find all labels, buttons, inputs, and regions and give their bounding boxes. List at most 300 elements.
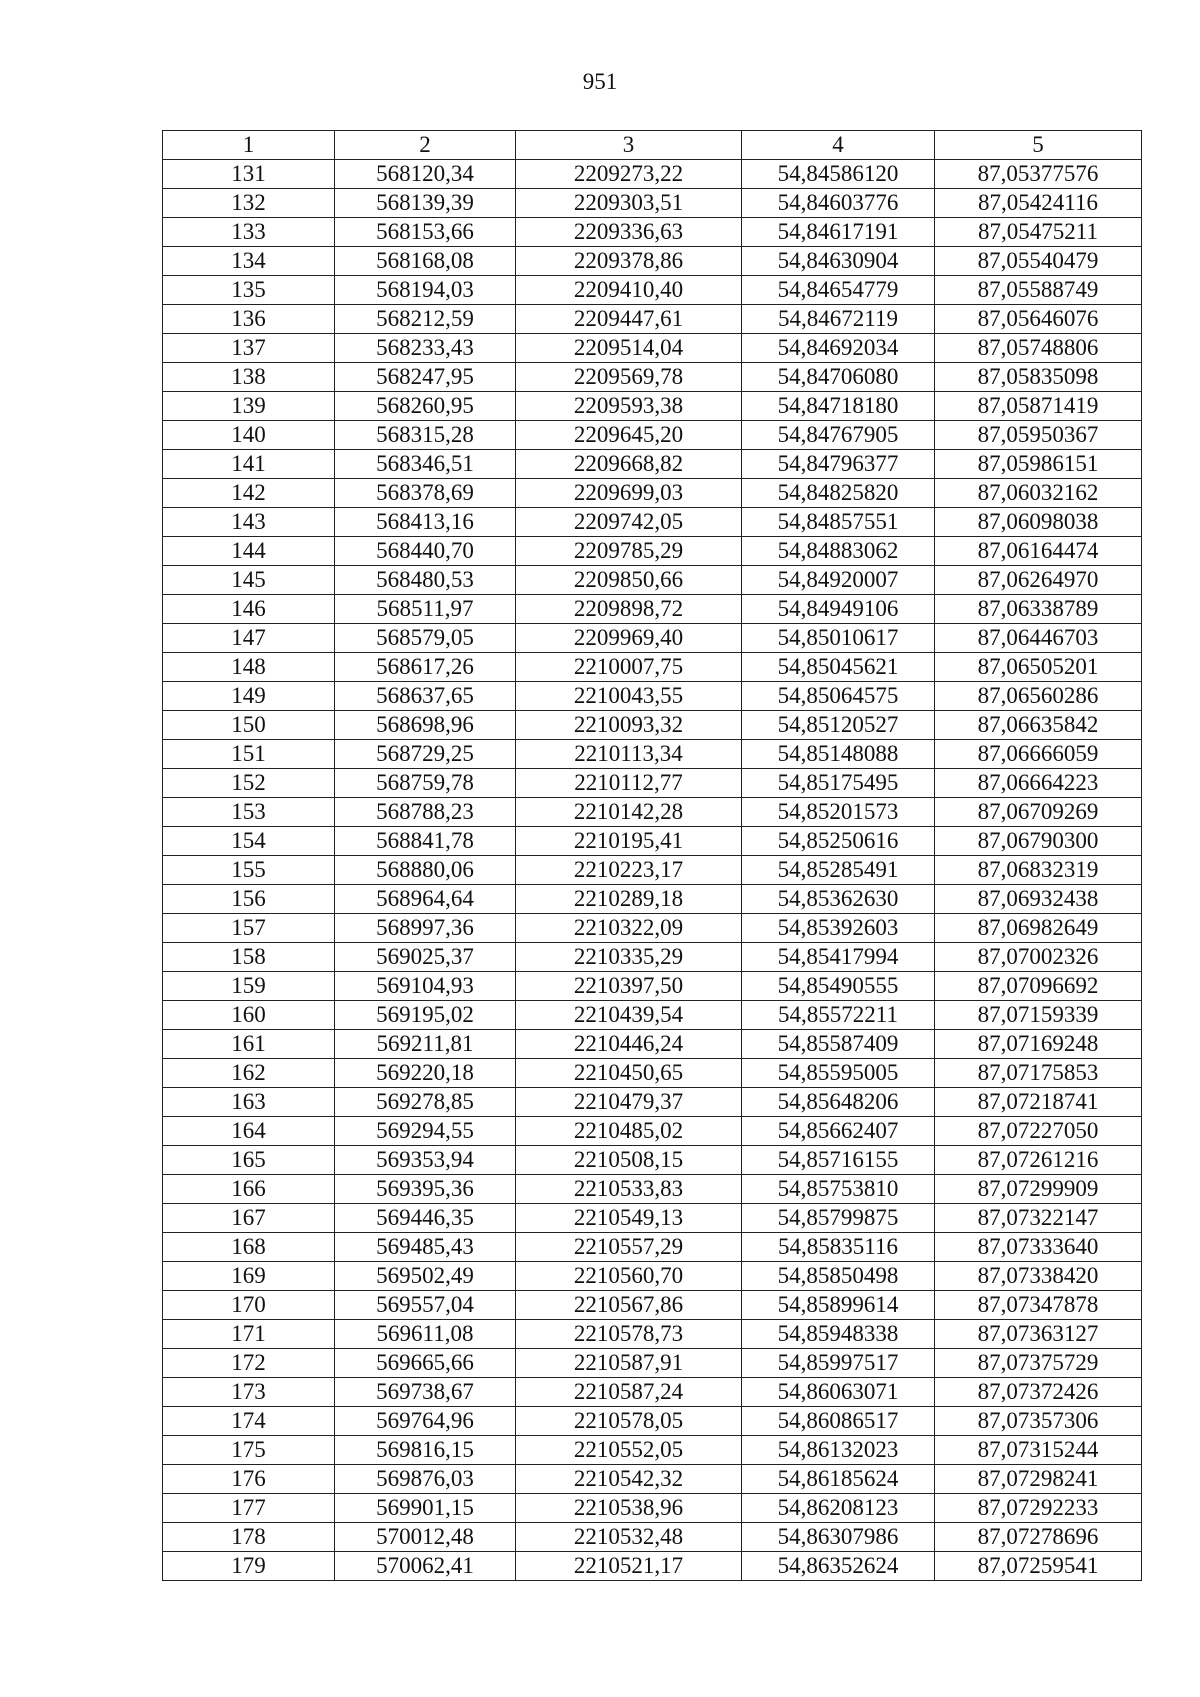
- table-row: [163, 160, 1142, 189]
- table-row: [163, 740, 1142, 769]
- table-cell-col-5: 87,06098038: [935, 508, 1142, 537]
- table-cell-col-4: 54,85392603: [742, 914, 935, 943]
- table-cell-col-3: 2209514,04: [516, 334, 742, 363]
- table-row: [163, 653, 1142, 682]
- table-cell-col-4: 54,86352624: [742, 1552, 935, 1581]
- table-cell-col-1: 143: [163, 508, 335, 537]
- table-cell-col-5: 87,06032162: [935, 479, 1142, 508]
- table-cell-col-5: 87,07292233: [935, 1494, 1142, 1523]
- table-row: [163, 1291, 1142, 1320]
- table-cell-col-5: 87,06164474: [935, 537, 1142, 566]
- table-cell-col-2: 569104,93: [335, 972, 516, 1001]
- table-cell-col-1: 154: [163, 827, 335, 856]
- table-cell-col-2: 568212,59: [335, 305, 516, 334]
- table-cell-col-2: 569294,55: [335, 1117, 516, 1146]
- table-cell-col-2: 568964,64: [335, 885, 516, 914]
- table-cell-col-4: 54,85120527: [742, 711, 935, 740]
- table-cell-col-1: 171: [163, 1320, 335, 1349]
- table-cell-col-3: 2209699,03: [516, 479, 742, 508]
- table-cell-col-4: 54,86132023: [742, 1436, 935, 1465]
- table-row: [163, 1494, 1142, 1523]
- table-cell-col-2: 568346,51: [335, 450, 516, 479]
- table-cell-col-5: 87,07259541: [935, 1552, 1142, 1581]
- table-cell-col-4: 54,85045621: [742, 653, 935, 682]
- table-row: [163, 943, 1142, 972]
- table-cell-col-2: 569395,36: [335, 1175, 516, 1204]
- table-cell-col-4: 54,84796377: [742, 450, 935, 479]
- table-cell-col-3: 2210335,29: [516, 943, 742, 972]
- table-cell-col-5: 87,05377576: [935, 160, 1142, 189]
- table-row: [163, 1030, 1142, 1059]
- table-cell-col-3: 2210223,17: [516, 856, 742, 885]
- table-row: [163, 1088, 1142, 1117]
- table-cell-col-5: 87,07357306: [935, 1407, 1142, 1436]
- table-cell-col-4: 54,86307986: [742, 1523, 935, 1552]
- table-cell-col-3: 2209593,38: [516, 392, 742, 421]
- column-header-2: 2: [335, 131, 516, 160]
- table-cell-col-1: 135: [163, 276, 335, 305]
- table-cell-col-1: 145: [163, 566, 335, 595]
- table-cell-col-1: 162: [163, 1059, 335, 1088]
- table-cell-col-2: 568788,23: [335, 798, 516, 827]
- table-cell-col-2: 569211,81: [335, 1030, 516, 1059]
- table-cell-col-5: 87,07322147: [935, 1204, 1142, 1233]
- table-row: [163, 305, 1142, 334]
- table-cell-col-4: 54,84654779: [742, 276, 935, 305]
- table-cell-col-4: 54,85064575: [742, 682, 935, 711]
- table-row: [163, 508, 1142, 537]
- table-cell-col-4: 54,85595005: [742, 1059, 935, 1088]
- table-cell-col-5: 87,07218741: [935, 1088, 1142, 1117]
- table-cell-col-3: 2209668,82: [516, 450, 742, 479]
- table-row: [163, 1407, 1142, 1436]
- table-cell-col-4: 54,85417994: [742, 943, 935, 972]
- table-cell-col-3: 2209969,40: [516, 624, 742, 653]
- table-cell-col-3: 2210567,86: [516, 1291, 742, 1320]
- table-cell-col-3: 2210450,65: [516, 1059, 742, 1088]
- table-cell-col-4: 54,85997517: [742, 1349, 935, 1378]
- table-cell-col-3: 2209378,86: [516, 247, 742, 276]
- table-cell-col-1: 140: [163, 421, 335, 450]
- table-cell-col-3: 2210479,37: [516, 1088, 742, 1117]
- table-cell-col-5: 87,07298241: [935, 1465, 1142, 1494]
- table-cell-col-2: 568315,28: [335, 421, 516, 450]
- table-row: [163, 711, 1142, 740]
- table-cell-col-5: 87,07261216: [935, 1146, 1142, 1175]
- table-cell-col-2: 569876,03: [335, 1465, 516, 1494]
- table-cell-col-5: 87,05588749: [935, 276, 1142, 305]
- table-row: [163, 1436, 1142, 1465]
- table-cell-col-3: 2210557,29: [516, 1233, 742, 1262]
- table-cell-col-2: 568729,25: [335, 740, 516, 769]
- table-row: [163, 769, 1142, 798]
- table-cell-col-4: 54,84630904: [742, 247, 935, 276]
- table-cell-col-1: 150: [163, 711, 335, 740]
- table-cell-col-2: 568247,95: [335, 363, 516, 392]
- table-cell-col-2: 568841,78: [335, 827, 516, 856]
- table-cell-col-2: 568480,53: [335, 566, 516, 595]
- table-cell-col-3: 2210485,02: [516, 1117, 742, 1146]
- table-cell-col-1: 170: [163, 1291, 335, 1320]
- table-cell-col-5: 87,07299909: [935, 1175, 1142, 1204]
- table-cell-col-2: 569738,67: [335, 1378, 516, 1407]
- table-cell-col-1: 164: [163, 1117, 335, 1146]
- table-cell-col-3: 2210113,34: [516, 740, 742, 769]
- table-cell-col-2: 568194,03: [335, 276, 516, 305]
- table-cell-col-1: 165: [163, 1146, 335, 1175]
- table-cell-col-5: 87,07372426: [935, 1378, 1142, 1407]
- table-cell-col-2: 568233,43: [335, 334, 516, 363]
- table-cell-col-5: 87,06264970: [935, 566, 1142, 595]
- table-cell-col-1: 155: [163, 856, 335, 885]
- table-cell-col-5: 87,05475211: [935, 218, 1142, 247]
- table-cell-col-1: 136: [163, 305, 335, 334]
- table-cell-col-3: 2210508,15: [516, 1146, 742, 1175]
- table-cell-col-2: 568260,95: [335, 392, 516, 421]
- table-cell-col-4: 54,85753810: [742, 1175, 935, 1204]
- table-cell-col-4: 54,84718180: [742, 392, 935, 421]
- table-cell-col-2: 568120,34: [335, 160, 516, 189]
- table-cell-col-3: 2209785,29: [516, 537, 742, 566]
- table-cell-col-1: 157: [163, 914, 335, 943]
- table-row: [163, 189, 1142, 218]
- table-cell-col-5: 87,05871419: [935, 392, 1142, 421]
- table-cell-col-3: 2209569,78: [516, 363, 742, 392]
- table-cell-col-5: 87,07333640: [935, 1233, 1142, 1262]
- table-cell-col-3: 2209850,66: [516, 566, 742, 595]
- table-cell-col-4: 54,84883062: [742, 537, 935, 566]
- table-cell-col-1: 173: [163, 1378, 335, 1407]
- table-cell-col-5: 87,05835098: [935, 363, 1142, 392]
- table-cell-col-5: 87,06664223: [935, 769, 1142, 798]
- table-cell-col-1: 137: [163, 334, 335, 363]
- table-cell-col-2: 569220,18: [335, 1059, 516, 1088]
- table-cell-col-2: 568880,06: [335, 856, 516, 885]
- column-header-5: 5: [935, 131, 1142, 160]
- table-cell-col-5: 87,06560286: [935, 682, 1142, 711]
- table-cell-col-5: 87,06338789: [935, 595, 1142, 624]
- table-cell-col-3: 2209273,22: [516, 160, 742, 189]
- table-cell-col-4: 54,86208123: [742, 1494, 935, 1523]
- table-cell-col-1: 158: [163, 943, 335, 972]
- table-cell-col-2: 569901,15: [335, 1494, 516, 1523]
- table-cell-col-4: 54,85201573: [742, 798, 935, 827]
- table-cell-col-5: 87,06982649: [935, 914, 1142, 943]
- table-cell-col-2: 570062,41: [335, 1552, 516, 1581]
- table-row: [163, 537, 1142, 566]
- table-cell-col-1: 152: [163, 769, 335, 798]
- table-cell-col-5: 87,07002326: [935, 943, 1142, 972]
- table-cell-col-2: 568168,08: [335, 247, 516, 276]
- table-cell-col-4: 54,85716155: [742, 1146, 935, 1175]
- table-row: [163, 1175, 1142, 1204]
- table-cell-col-3: 2210533,83: [516, 1175, 742, 1204]
- table-cell-col-1: 172: [163, 1349, 335, 1378]
- table-cell-col-1: 174: [163, 1407, 335, 1436]
- table-cell-col-3: 2210007,75: [516, 653, 742, 682]
- table-cell-col-4: 54,85490555: [742, 972, 935, 1001]
- table-cell-col-3: 2210532,48: [516, 1523, 742, 1552]
- table-cell-col-3: 2210521,17: [516, 1552, 742, 1581]
- table-cell-col-1: 133: [163, 218, 335, 247]
- table-cell-col-2: 568759,78: [335, 769, 516, 798]
- table-header-row: [163, 131, 1142, 160]
- table-cell-col-2: 568698,96: [335, 711, 516, 740]
- table-cell-col-2: 570012,48: [335, 1523, 516, 1552]
- table-cell-col-4: 54,84692034: [742, 334, 935, 363]
- table-cell-col-4: 54,84672119: [742, 305, 935, 334]
- table-cell-col-1: 141: [163, 450, 335, 479]
- table-cell-col-4: 54,85175495: [742, 769, 935, 798]
- table-cell-col-5: 87,07338420: [935, 1262, 1142, 1291]
- table-cell-col-1: 161: [163, 1030, 335, 1059]
- table-row: [163, 856, 1142, 885]
- table-row: [163, 1523, 1142, 1552]
- table-cell-col-5: 87,07278696: [935, 1523, 1142, 1552]
- table-cell-col-5: 87,07363127: [935, 1320, 1142, 1349]
- table-cell-col-1: 139: [163, 392, 335, 421]
- table-cell-col-4: 54,84767905: [742, 421, 935, 450]
- table-cell-col-3: 2210439,54: [516, 1001, 742, 1030]
- table-row: [163, 1204, 1142, 1233]
- table-cell-col-2: 569485,43: [335, 1233, 516, 1262]
- table-cell-col-1: 148: [163, 653, 335, 682]
- table-cell-col-1: 151: [163, 740, 335, 769]
- table-cell-col-4: 54,85835116: [742, 1233, 935, 1262]
- table-cell-col-3: 2210560,70: [516, 1262, 742, 1291]
- table-cell-col-1: 179: [163, 1552, 335, 1581]
- table-row: [163, 247, 1142, 276]
- table-cell-col-4: 54,86086517: [742, 1407, 935, 1436]
- table-row: [163, 1001, 1142, 1030]
- table-cell-col-2: 568511,97: [335, 595, 516, 624]
- table-row: [163, 218, 1142, 247]
- table-cell-col-5: 87,06832319: [935, 856, 1142, 885]
- table-row: [163, 421, 1142, 450]
- table-cell-col-3: 2210587,91: [516, 1349, 742, 1378]
- table-row: [163, 334, 1142, 363]
- table-cell-col-3: 2210322,09: [516, 914, 742, 943]
- table-cell-col-4: 54,84949106: [742, 595, 935, 624]
- column-header-1: 1: [163, 131, 335, 160]
- table-cell-col-5: 87,05646076: [935, 305, 1142, 334]
- table-cell-col-2: 568153,66: [335, 218, 516, 247]
- table-cell-col-3: 2210446,24: [516, 1030, 742, 1059]
- table-cell-col-1: 175: [163, 1436, 335, 1465]
- table-cell-col-5: 87,07169248: [935, 1030, 1142, 1059]
- table-cell-col-1: 167: [163, 1204, 335, 1233]
- table-cell-col-4: 54,85010617: [742, 624, 935, 653]
- table-cell-col-2: 569025,37: [335, 943, 516, 972]
- table-cell-col-1: 138: [163, 363, 335, 392]
- table-cell-col-4: 54,85648206: [742, 1088, 935, 1117]
- table-cell-col-2: 569446,35: [335, 1204, 516, 1233]
- table-row: [163, 566, 1142, 595]
- table-cell-col-4: 54,85587409: [742, 1030, 935, 1059]
- column-header-3: 3: [516, 131, 742, 160]
- table-cell-col-4: 54,84920007: [742, 566, 935, 595]
- table-cell-col-2: 568413,16: [335, 508, 516, 537]
- table-cell-col-4: 54,84706080: [742, 363, 935, 392]
- table-cell-col-5: 87,06505201: [935, 653, 1142, 682]
- table-cell-col-3: 2210552,05: [516, 1436, 742, 1465]
- table-row: [163, 1262, 1142, 1291]
- table-row: [163, 914, 1142, 943]
- table-cell-col-3: 2209898,72: [516, 595, 742, 624]
- table-cell-col-2: 569353,94: [335, 1146, 516, 1175]
- table-cell-col-3: 2209645,20: [516, 421, 742, 450]
- table-cell-col-3: 2210043,55: [516, 682, 742, 711]
- table-cell-col-2: 569557,04: [335, 1291, 516, 1320]
- table-cell-col-1: 177: [163, 1494, 335, 1523]
- table-row: [163, 276, 1142, 305]
- table-cell-col-3: 2210542,32: [516, 1465, 742, 1494]
- table-cell-col-1: 147: [163, 624, 335, 653]
- table-cell-col-3: 2209410,40: [516, 276, 742, 305]
- table-cell-col-5: 87,06790300: [935, 827, 1142, 856]
- table-cell-col-3: 2209447,61: [516, 305, 742, 334]
- table-cell-col-3: 2210142,28: [516, 798, 742, 827]
- table-cell-col-4: 54,84857551: [742, 508, 935, 537]
- table-cell-col-4: 54,85948338: [742, 1320, 935, 1349]
- table-cell-col-5: 87,07227050: [935, 1117, 1142, 1146]
- table-cell-col-4: 54,84825820: [742, 479, 935, 508]
- table-cell-col-2: 569502,49: [335, 1262, 516, 1291]
- table-cell-col-4: 54,85799875: [742, 1204, 935, 1233]
- table-cell-col-5: 87,06635842: [935, 711, 1142, 740]
- table-cell-col-4: 54,84617191: [742, 218, 935, 247]
- table-row: [163, 450, 1142, 479]
- table-cell-col-4: 54,85285491: [742, 856, 935, 885]
- table-row: [163, 972, 1142, 1001]
- table-cell-col-2: 569278,85: [335, 1088, 516, 1117]
- table-cell-col-3: 2210538,96: [516, 1494, 742, 1523]
- table-cell-col-5: 87,06666059: [935, 740, 1142, 769]
- table-row: [163, 595, 1142, 624]
- column-header-4: 4: [742, 131, 935, 160]
- table-cell-col-1: 146: [163, 595, 335, 624]
- table-cell-col-5: 87,06446703: [935, 624, 1142, 653]
- table-cell-col-4: 54,85572211: [742, 1001, 935, 1030]
- table-cell-col-3: 2210112,77: [516, 769, 742, 798]
- table-cell-col-3: 2210289,18: [516, 885, 742, 914]
- table-cell-col-5: 87,07096692: [935, 972, 1142, 1001]
- table-cell-col-3: 2210578,05: [516, 1407, 742, 1436]
- table-cell-col-5: 87,05540479: [935, 247, 1142, 276]
- table-cell-col-1: 168: [163, 1233, 335, 1262]
- table-cell-col-4: 54,86063071: [742, 1378, 935, 1407]
- table-cell-col-1: 176: [163, 1465, 335, 1494]
- table-row: [163, 1465, 1142, 1494]
- table-row: [163, 624, 1142, 653]
- table-cell-col-2: 569195,02: [335, 1001, 516, 1030]
- table-row: [163, 682, 1142, 711]
- table-cell-col-3: 2210578,73: [516, 1320, 742, 1349]
- table-row: [163, 392, 1142, 421]
- table-cell-col-3: 2210093,32: [516, 711, 742, 740]
- table-cell-col-4: 54,84586120: [742, 160, 935, 189]
- table-cell-col-3: 2210397,50: [516, 972, 742, 1001]
- table-cell-col-5: 87,07175853: [935, 1059, 1142, 1088]
- table-cell-col-2: 569611,08: [335, 1320, 516, 1349]
- table-cell-col-1: 144: [163, 537, 335, 566]
- table-cell-col-5: 87,05950367: [935, 421, 1142, 450]
- table-cell-col-5: 87,06709269: [935, 798, 1142, 827]
- table-cell-col-1: 142: [163, 479, 335, 508]
- table-cell-col-1: 169: [163, 1262, 335, 1291]
- table-cell-col-5: 87,07347878: [935, 1291, 1142, 1320]
- table-row: [163, 798, 1142, 827]
- table-cell-col-4: 54,85662407: [742, 1117, 935, 1146]
- table-cell-col-3: 2210195,41: [516, 827, 742, 856]
- table-row: [163, 1320, 1142, 1349]
- table-cell-col-5: 87,07159339: [935, 1001, 1142, 1030]
- table-cell-col-2: 568579,05: [335, 624, 516, 653]
- table-cell-col-4: 54,85250616: [742, 827, 935, 856]
- table-cell-col-3: 2210549,13: [516, 1204, 742, 1233]
- table-row: [163, 363, 1142, 392]
- table-cell-col-1: 156: [163, 885, 335, 914]
- table-cell-col-5: 87,06932438: [935, 885, 1142, 914]
- table-cell-col-1: 166: [163, 1175, 335, 1204]
- table-cell-col-4: 54,85362630: [742, 885, 935, 914]
- table-cell-col-5: 87,05424116: [935, 189, 1142, 218]
- table-cell-col-3: 2209303,51: [516, 189, 742, 218]
- table-cell-col-2: 568378,69: [335, 479, 516, 508]
- table-row: [163, 1233, 1142, 1262]
- table-row: [163, 479, 1142, 508]
- table-cell-col-5: 87,07315244: [935, 1436, 1142, 1465]
- table-cell-col-2: 569816,15: [335, 1436, 516, 1465]
- table-cell-col-2: 568997,36: [335, 914, 516, 943]
- table-cell-col-5: 87,07375729: [935, 1349, 1142, 1378]
- table-row: [163, 827, 1142, 856]
- table-cell-col-1: 159: [163, 972, 335, 1001]
- table-cell-col-1: 131: [163, 160, 335, 189]
- table-row: [163, 1117, 1142, 1146]
- table-cell-col-5: 87,05986151: [935, 450, 1142, 479]
- table-row: [163, 1146, 1142, 1175]
- table-row: [163, 1552, 1142, 1581]
- table-cell-col-2: 569764,96: [335, 1407, 516, 1436]
- table-cell-col-4: 54,85899614: [742, 1291, 935, 1320]
- table-cell-col-1: 149: [163, 682, 335, 711]
- table-cell-col-1: 163: [163, 1088, 335, 1117]
- table-cell-col-2: 568637,65: [335, 682, 516, 711]
- table-row: [163, 1349, 1142, 1378]
- table-cell-col-4: 54,86185624: [742, 1465, 935, 1494]
- coordinates-table: [162, 130, 1142, 1581]
- page-number: 951: [582, 69, 618, 94]
- table-cell-col-2: 569665,66: [335, 1349, 516, 1378]
- table-cell-col-5: 87,05748806: [935, 334, 1142, 363]
- table-cell-col-1: 153: [163, 798, 335, 827]
- table-row: [163, 885, 1142, 914]
- table-cell-col-2: 568440,70: [335, 537, 516, 566]
- table-cell-col-3: 2210587,24: [516, 1378, 742, 1407]
- table-cell-col-3: 2209742,05: [516, 508, 742, 537]
- table-cell-col-4: 54,84603776: [742, 189, 935, 218]
- table-cell-col-1: 134: [163, 247, 335, 276]
- table-cell-col-1: 160: [163, 1001, 335, 1030]
- table-cell-col-1: 178: [163, 1523, 335, 1552]
- table-cell-col-3: 2209336,63: [516, 218, 742, 247]
- table-cell-col-2: 568617,26: [335, 653, 516, 682]
- table-row: [163, 1378, 1142, 1407]
- table-cell-col-4: 54,85148088: [742, 740, 935, 769]
- table-cell-col-1: 132: [163, 189, 335, 218]
- table-row: [163, 1059, 1142, 1088]
